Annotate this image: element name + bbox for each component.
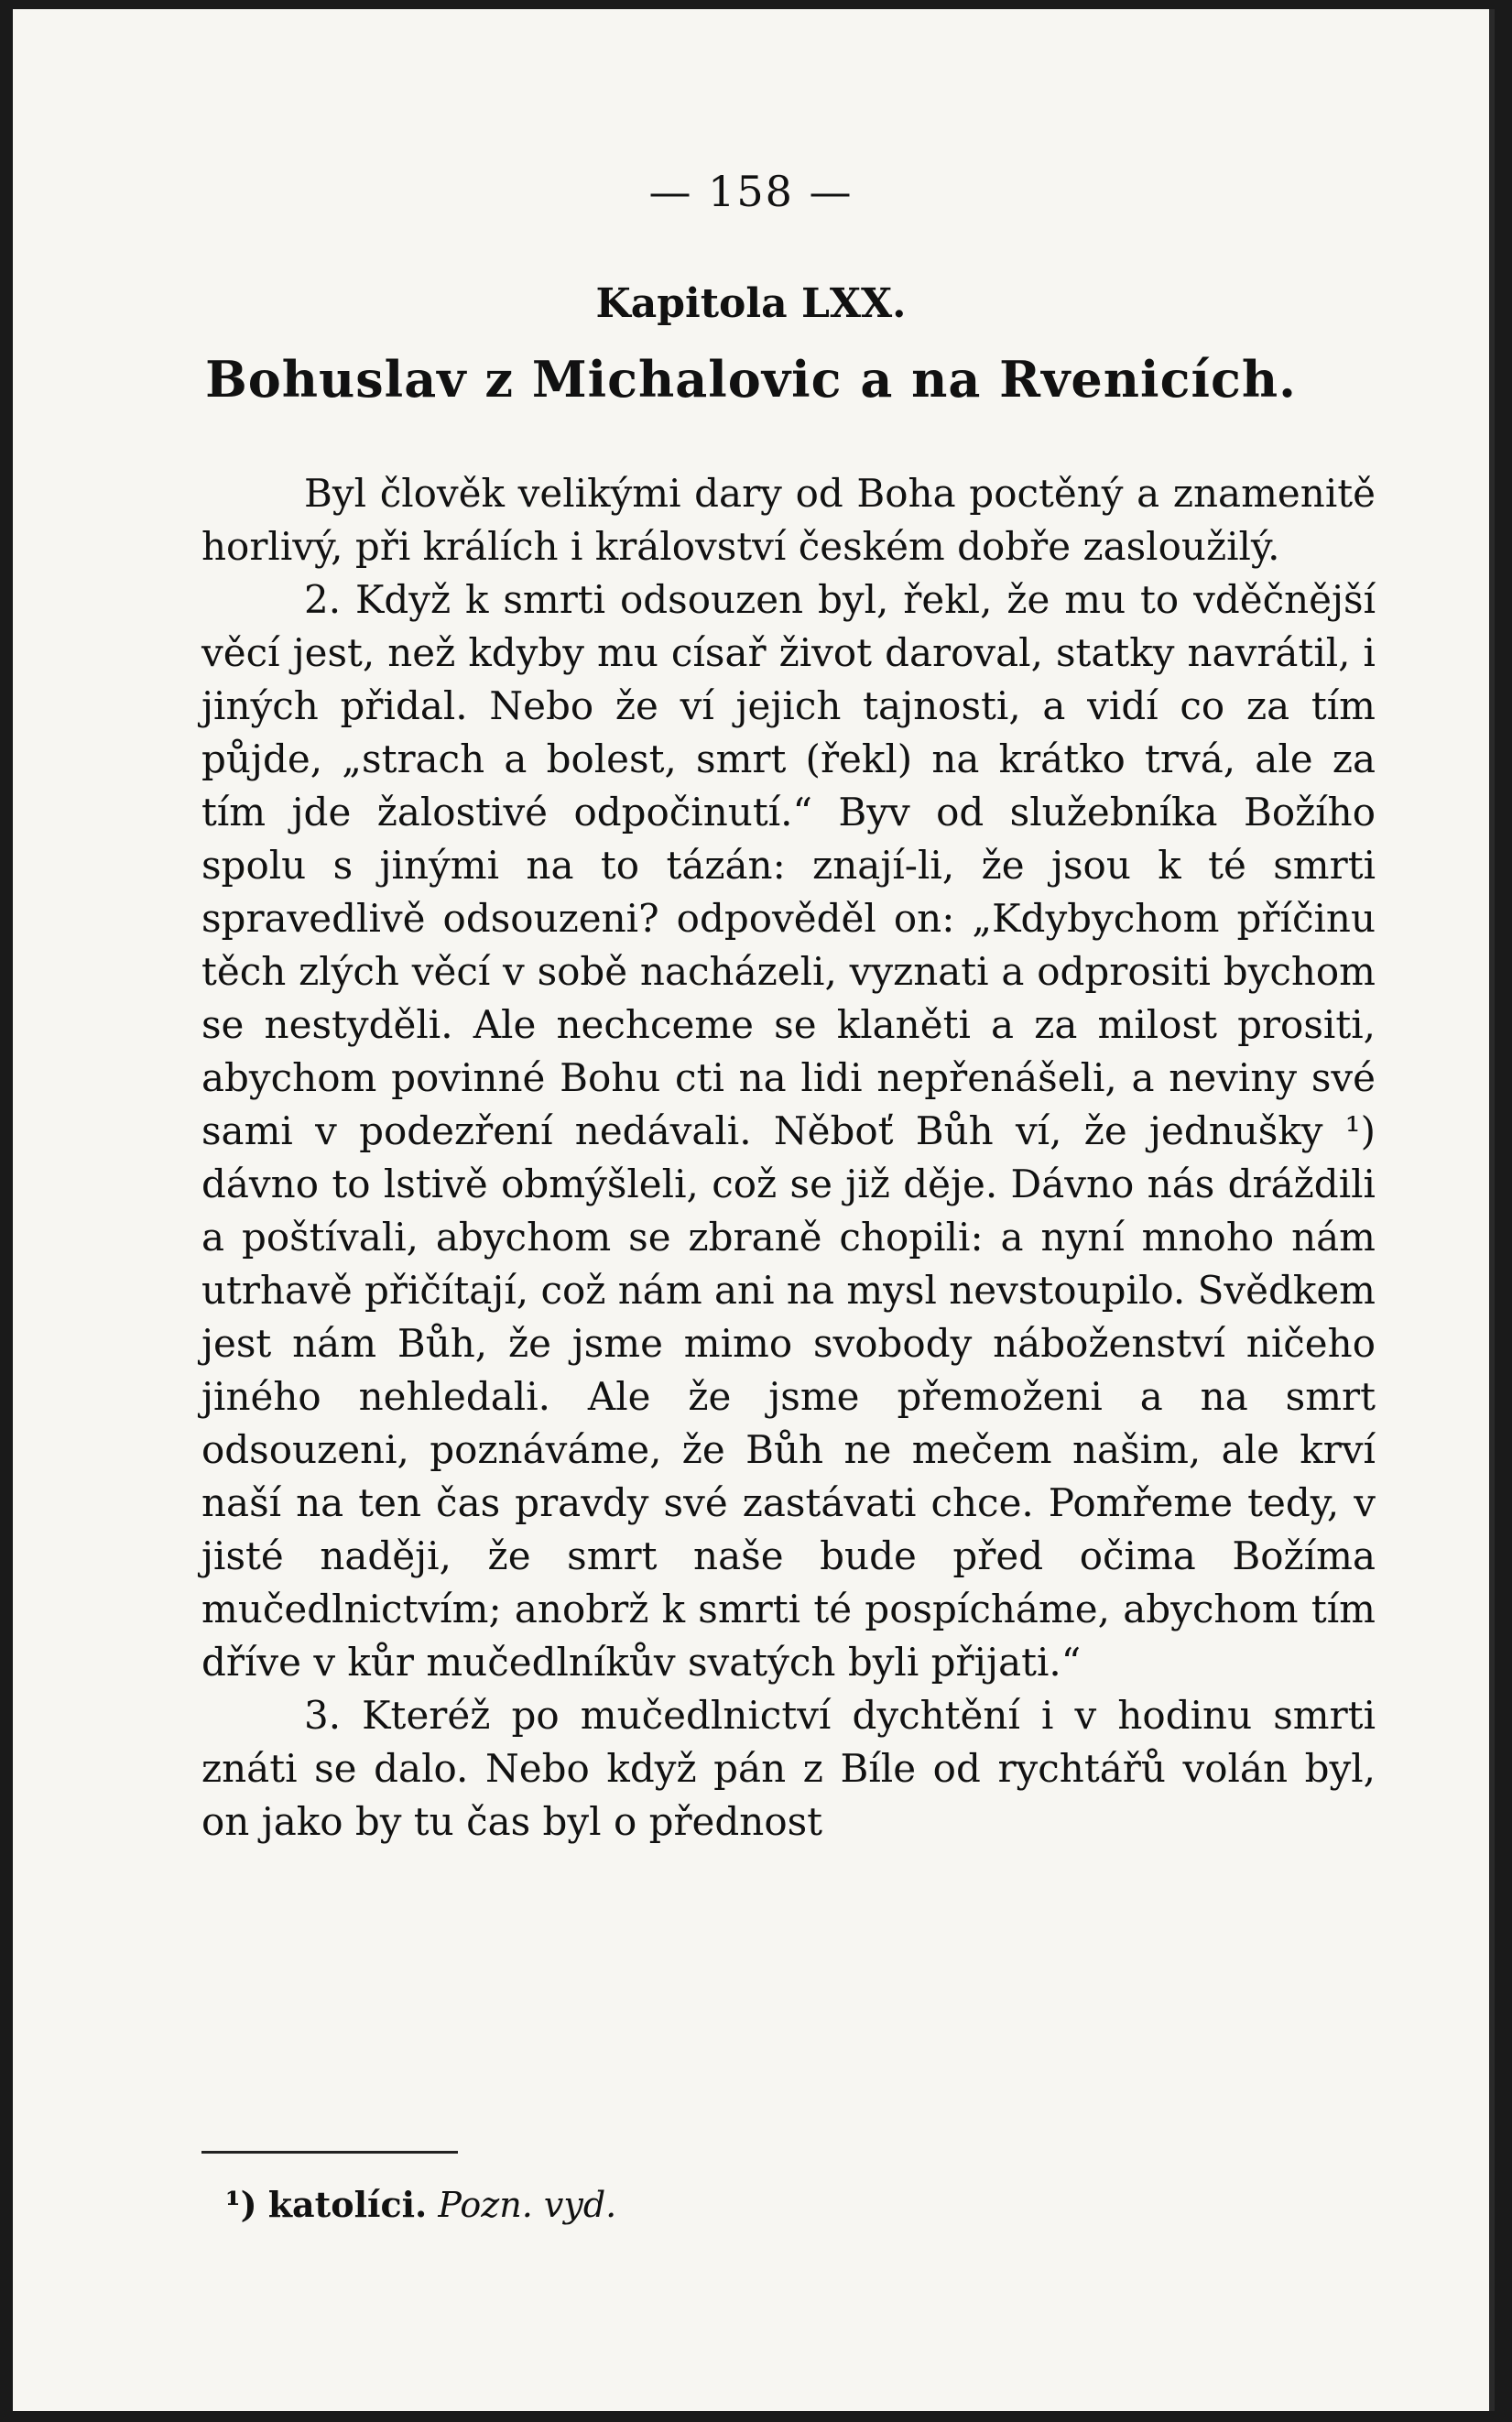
chapter-heading: Kapitola LXX. [595, 280, 907, 327]
paragraph: 2. Když k smrti odsouzen byl, řekl, že mu to vděčnější věcí jest, než kdyby mu císař život daroval, statky navrátil, i jiných přidal. Nebo že ví jejich tajnosti, a vidí co za tím půjde, „strach a bolest, smrt (řekl) na krátko trvá, ale za tím jde žalostivé odpočinutí.“ Byv od služebníka Božího spolu s jinými na to tázán: znají-li, že jsou k té smrti spravedlivě odsouzeni? odpověděl on: „Kdybychom příčinu těch zlých věcí v sobě nacházeli, vyznati a odprositi bychom se nestyděli. Ale nechceme se klaněti a za milost prositi, abychom povinné Bohu cti na lidi nepřenášeli, a neviny své sami v podezření nedávali. Něboť Bůh ví, že jednušky ¹) dávno to lstivě obmýšleli, což se již děje. Dávno nás dráždili a poštívali, abychom se zbraně chopili: a nyní mnoho nám utrhavě přičítají, což nám ani na mysl nevstoupilo. Svědkem jest nám Bůh, že jsme mimo svobody náboženství ničeho jiného nehledali. Ale že jsme přemoženi a na smrt odsouzeni, poznáváme, že Bůh ne mečem našim, ale krví naší na ten čas pravdy své zastávati chce. Pomřeme tedy, v jisté naději, že smrt naše bude před očima Božíma mučedlnictvím; anobrž k smrti té pospícháme, abychom tím dříve v kůr mučedlníkův svatých byli přijati.“ [201, 577, 1376, 1685]
footnote [225, 2184, 1324, 2225]
footnote-divider [201, 2151, 458, 2154]
paragraph: 3. Kteréž po mučedlnictví dychtění i v hodinu smrti znáti se dalo. Nebo když pán z Bíle od rychtářů volán byl, on jako by tu čas byl o přednost [201, 1693, 1376, 1844]
paragraph: Byl člověk velikými dary od Boha poctěný a znamenitě horlivý, při králích i království českém dobře zasloužilý. [201, 471, 1376, 569]
body-text [201, 467, 1376, 1849]
footnote-mark: ¹) [225, 2184, 257, 2225]
footnote-editor-note: Pozn. vyd. [438, 2185, 617, 2225]
book-page [13, 9, 1495, 2411]
footnote-text: katolíci. [267, 2184, 428, 2225]
chapter-title: Bohuslav z Michalovic a na Rvenicích. [205, 350, 1297, 409]
page-number: — 158 — [648, 167, 854, 216]
